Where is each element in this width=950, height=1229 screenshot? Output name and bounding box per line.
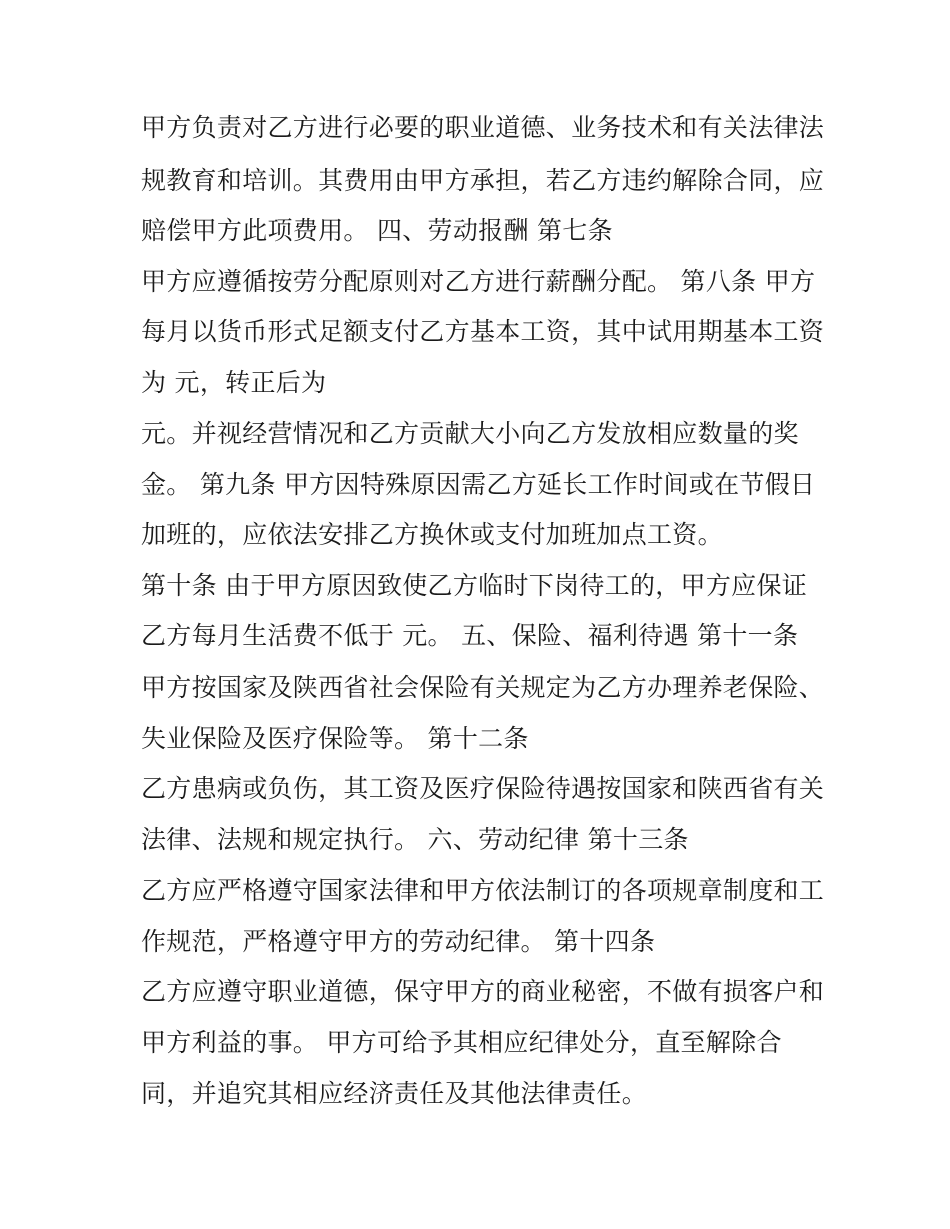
- text-line: 甲方负责对乙方进行必要的职业道德、业务技术和有关法律法: [141, 113, 825, 142]
- text-line: 元。并视经营情况和乙方贡献大小向乙方发放相应数量的奖: [141, 419, 799, 448]
- text-line: 乙方每月生活费不低于 元。 五、保险、福利待遇 第十一条: [141, 621, 799, 650]
- text-line: 甲方利益的事。 甲方可给予其相应纪律处分，直至解除合: [141, 1028, 782, 1057]
- text-line: 甲方应遵循按劳分配原则对乙方进行薪酬分配。 第八条 甲方: [141, 267, 816, 296]
- text-line: 乙方应严格遵守国家法律和甲方依法制订的各项规章制度和工: [141, 876, 825, 905]
- text-line: 每月以货币形式足额支付乙方基本工资，其中试用期基本工资: [141, 317, 825, 346]
- text-line: 作规范，严格遵守甲方的劳动纪律。 第十四条: [141, 927, 656, 956]
- text-line: 规教育和培训。其费用由甲方承担，若乙方违约解除合同，应: [141, 166, 825, 195]
- text-line: 第十条 由于甲方原因致使乙方临时下岗待工的，甲方应保证: [141, 571, 808, 600]
- text-line: 乙方患病或负伤，其工资及医疗保险待遇按国家和陕西省有关: [141, 774, 825, 803]
- text-line: 金。 第九条 甲方因特殊原因需乙方延长工作时间或在节假日: [141, 470, 816, 499]
- text-line: 为 元，转正后为: [141, 368, 327, 397]
- text-line: 乙方应遵守职业道德，保守甲方的商业秘密，不做有损客户和: [141, 977, 825, 1006]
- text-line: 失业保险及医疗保险等。 第十二条: [141, 724, 529, 753]
- text-line: 加班的，应依法安排乙方换休或支付加班加点工资。: [141, 520, 723, 549]
- text-line: 甲方按国家及陕西省社会保险有关规定为乙方办理养老保险、: [141, 673, 825, 702]
- text-line: 赔偿甲方此项费用。 四、劳动报酬 第七条: [141, 216, 613, 245]
- text-line: 同，并追究其相应经济责任及其他法律责任。: [141, 1079, 648, 1108]
- text-line: 法律、法规和规定执行。 六、劳动纪律 第十三条: [141, 825, 689, 854]
